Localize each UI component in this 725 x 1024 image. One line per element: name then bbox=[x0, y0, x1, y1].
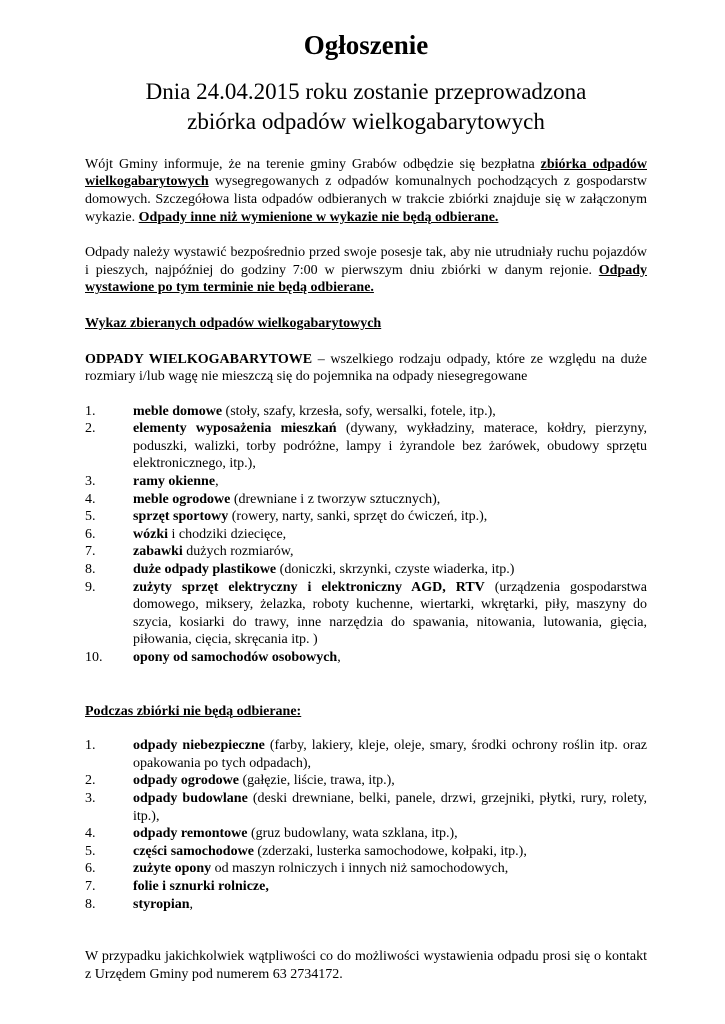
text-segment: – wszelkiego rodzaju odpady, które ze względu na duże rozmiary i/lub wagę nie mieszczą się do pojemnika na odpady niesegregowane bbox=[85, 351, 648, 385]
list-item-text bbox=[133, 579, 647, 649]
list-item-number: 7. bbox=[85, 544, 96, 560]
text-segment: (zderzaki, lusterka samochodowe, kołpaki, itp.), bbox=[253, 843, 527, 859]
text-segment: ODPADY WIELKOGABARYTOWE bbox=[85, 351, 313, 367]
list-item-number: 5. bbox=[85, 509, 96, 525]
list-item-number: 4. bbox=[85, 826, 96, 842]
list-item bbox=[85, 543, 647, 561]
list-item-text bbox=[133, 649, 647, 667]
list-item bbox=[85, 473, 647, 491]
list-item-number: 9. bbox=[85, 579, 96, 595]
list-item-text bbox=[133, 878, 647, 896]
subtitle-line-1: Dnia 24.04.2015 roku zostanie przeprowadzona bbox=[145, 79, 587, 105]
document-title: Ogłoszenie bbox=[303, 30, 429, 60]
instructions-paragraph bbox=[85, 244, 647, 297]
text-segment: odpady niebezpieczne bbox=[133, 738, 265, 754]
list-item-text bbox=[133, 737, 647, 772]
list-item-number: 8. bbox=[85, 562, 96, 578]
text-segment: folie i sznurki rolnicze, bbox=[133, 878, 269, 894]
text-segment: Odpady inne niż wymienione w wykazie nie będą odbierane. bbox=[138, 209, 499, 225]
text-segment: wózki bbox=[133, 526, 168, 542]
list-item-number: 3. bbox=[85, 474, 96, 490]
text-segment: meble ogrodowe bbox=[133, 491, 231, 507]
text-segment: wysegregowanych z odpadów komunalnych pochodzących z gospodarstw domowych. Szczegółowa lista odpadów odbieranych w trakcie zbiórki znajduje się w załączonym wykazie. bbox=[85, 174, 647, 225]
text-segment: duże odpady plastikowe bbox=[133, 562, 277, 578]
list-item bbox=[85, 737, 647, 772]
list-item-number: 5. bbox=[85, 843, 96, 859]
list-item-number: 1. bbox=[85, 403, 96, 419]
text-segment: (gruz budowlany, wata szklana, itp.), bbox=[247, 826, 458, 842]
list-item bbox=[85, 403, 647, 421]
text-segment: (urządzenia gospodarstwa domowego, miksery, żelazka, roboty kuchenne, wiertarki, wkrętarki, piły, maszyny do szycia, kosiarki do trawy, inne narzędzia do spawania, nitowania, lutowania, gięcia, piłowania, cięcia, skręcania itp. ) bbox=[133, 579, 647, 648]
text-segment: (dywany, wykładziny, materace, kołdry, pierzyny, poduszki, walizki, torby podróżne, lampy i żyrandole bez żarówek, obudowy sprzętu elektronicznego, itp.), bbox=[133, 421, 647, 472]
text-segment: (stoły, szafy, krzesła, sofy, wersalki, fotele, itp.), bbox=[222, 403, 496, 419]
list-item-number: 4. bbox=[85, 491, 96, 507]
text-segment: , bbox=[337, 650, 341, 666]
text-segment: zabawki bbox=[133, 544, 183, 560]
text-segment: zużyte opony bbox=[133, 861, 212, 877]
list-item-number: 2. bbox=[85, 773, 96, 789]
text-segment: ramy okienne bbox=[133, 474, 216, 490]
list-item-text bbox=[133, 772, 647, 790]
text-segment: meble domowe bbox=[133, 403, 223, 419]
text-segment: zbiórka odpadów wielkogabarytowych bbox=[85, 156, 647, 190]
text-segment: dużych rozmiarów, bbox=[182, 544, 294, 560]
list-item-number: 10. bbox=[85, 650, 103, 666]
text-segment: (gałęzie, liście, trawa, itp.), bbox=[238, 773, 395, 789]
excluded-waste-heading: Podczas zbiórki nie będą odbierane: bbox=[85, 703, 302, 719]
subtitle-line-2: zbiórka odpadów wielkogabarytowych bbox=[187, 109, 545, 135]
text-segment: sprzęt sportowy bbox=[133, 509, 229, 525]
text-segment: odpady ogrodowe bbox=[133, 773, 239, 789]
text-segment: części samochodowe bbox=[133, 843, 254, 859]
list-item bbox=[85, 825, 647, 843]
list-item-text bbox=[133, 473, 647, 491]
list-item bbox=[85, 526, 647, 544]
list-item bbox=[85, 790, 647, 825]
text-segment: Odpady należy wystawić bezpośrednio przed swoje posesje tak, aby nie utrudniały ruchu pojazdów i pieszych, najpóźniej do godziny 7:00 w pierwszym dniu zbiórki w danym rejonie. bbox=[85, 245, 647, 278]
collected-waste-list bbox=[85, 403, 647, 667]
text-segment: Wójt Gminy informuje, że na terenie gminy Grabów odbędzie się bezpłatna bbox=[85, 156, 541, 172]
list-item-text bbox=[133, 843, 647, 861]
list-item-text bbox=[133, 860, 647, 878]
text-segment: Odpady wystawione po tym terminie nie będą odbierane. bbox=[85, 262, 647, 296]
text-segment: zużyty sprzęt elektryczny i elektroniczny AGD, RTV bbox=[133, 579, 485, 595]
list-item-number: 6. bbox=[85, 861, 96, 877]
list-item-text bbox=[133, 825, 647, 843]
list-item-number: 7. bbox=[85, 878, 96, 894]
list-item-number: 3. bbox=[85, 790, 96, 806]
text-segment: odpady remontowe bbox=[133, 826, 248, 842]
contact-paragraph: W przypadku jakichkolwiek wątpliwości co do możliwości wystawienia odpadu prosi się o kontakt z Urzędem Gminy pod numerem 63 2734172. bbox=[85, 949, 647, 982]
text-segment: odpady budowlane bbox=[133, 790, 248, 806]
text-segment: , bbox=[215, 474, 219, 490]
list-item-text bbox=[133, 543, 647, 561]
list-item-number: 6. bbox=[85, 526, 96, 542]
list-item-text bbox=[133, 420, 647, 473]
list-item bbox=[85, 561, 647, 579]
list-item-text bbox=[133, 790, 647, 825]
list-item bbox=[85, 860, 647, 878]
list-item bbox=[85, 508, 647, 526]
list-item-text bbox=[133, 896, 647, 914]
text-segment: (doniczki, skrzynki, czyste wiaderka, itp.) bbox=[276, 562, 515, 578]
list-item bbox=[85, 420, 647, 473]
text-segment: , bbox=[189, 896, 194, 912]
text-segment: i chodziki dziecięce, bbox=[168, 526, 287, 542]
list-item-number: 8. bbox=[85, 896, 96, 912]
list-item-text bbox=[133, 526, 647, 544]
list-item bbox=[85, 843, 647, 861]
text-segment: (deski drewniane, belki, panele, drzwi, grzejniki, płytki, rury, rolety, itp.), bbox=[133, 790, 647, 824]
list-item bbox=[85, 579, 647, 649]
list-item bbox=[85, 491, 647, 509]
text-segment: opony od samochodów osobowych bbox=[133, 650, 338, 666]
text-segment: (drewniane i z tworzyw sztucznych), bbox=[230, 491, 441, 507]
text-segment: (rowery, narty, sanki, sprzęt do ćwiczeń, itp.), bbox=[228, 509, 488, 525]
collected-waste-definition bbox=[85, 351, 647, 386]
document-subtitle bbox=[85, 77, 647, 138]
list-item-text bbox=[133, 491, 647, 509]
list-item-number: 2. bbox=[85, 421, 96, 437]
intro-paragraph bbox=[85, 156, 647, 226]
excluded-waste-list bbox=[85, 737, 647, 913]
text-segment: elementy wyposażenia mieszkań bbox=[133, 421, 337, 437]
list-item-number: 1. bbox=[85, 738, 96, 754]
text-segment: styropian bbox=[133, 896, 190, 912]
text-segment: od maszyn rolniczych i innych niż samochodowych, bbox=[211, 861, 509, 877]
list-item bbox=[85, 772, 647, 790]
list-item bbox=[85, 896, 647, 914]
list-item bbox=[85, 878, 647, 896]
list-item-text bbox=[133, 508, 647, 526]
list-item-text bbox=[133, 561, 647, 579]
list-item-text bbox=[133, 403, 647, 421]
list-item bbox=[85, 649, 647, 667]
text-segment: (farby, lakiery, kleje, oleje, smary, środki ochrony roślin itp. oraz opakowania po tych odpadach), bbox=[133, 738, 648, 771]
collected-waste-heading: Wykaz zbieranych odpadów wielkogabarytowych bbox=[85, 315, 382, 331]
